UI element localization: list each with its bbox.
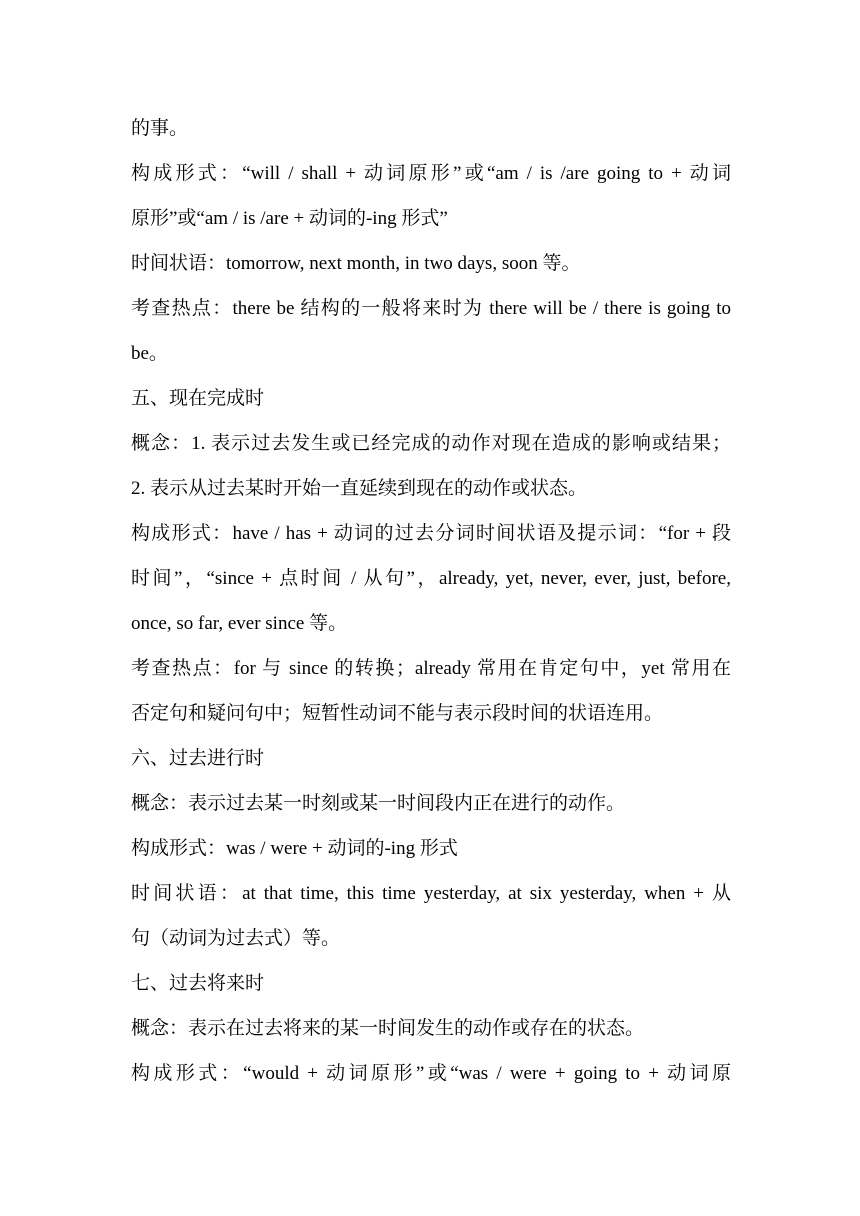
text-line: 否定句和疑问句中；短暂性动词不能与表示段时间的状语连用。 [131,703,664,724]
document-body [131,106,731,1096]
text-line: 时间状语：tomorrow, next month, in two days, soon 等。 [131,253,581,274]
text-line: be。 [131,343,168,364]
text-line: 的事。 [131,118,189,139]
section-heading: 七、过去将来时 [131,973,265,994]
text-line: 构成形式：have / has + 动词的过去分词时间状语及提示词：“for + 段 [131,523,731,544]
text-line: 考查热点：there be 结构的一般将来时为 there will be / there is going to [131,298,731,319]
text-line: 概念：1. 表示过去发生或已经完成的动作对现在造成的影响或结果； [131,433,731,454]
section-heading: 六、过去进行时 [131,748,265,769]
text-line: 考查热点：for 与 since 的转换；already 常用在肯定句中，yet 常用在 [131,658,731,679]
text-line: 概念：表示在过去将来的某一时间发生的动作或存在的状态。 [131,1018,645,1039]
text-line: 构成形式：“would + 动词原形”或“was / were + going to + 动词原 [131,1063,731,1084]
section-heading: 五、现在完成时 [131,388,265,409]
text-line: 时间状语：at that time, this time yesterday, at six yesterday, when + 从 [131,883,731,904]
text-line: 原形”或“am / is /are + 动词的-ing 形式” [131,208,448,229]
text-line: 构成形式：“will / shall + 动词原形”或“am / is /are going to + 动词 [131,163,731,184]
text-line: 2. 表示从过去某时开始一直延续到现在的动作或状态。 [131,478,588,499]
text-line: once, so far, ever since 等。 [131,613,348,634]
text-line: 时间”，“since + 点时间 / 从句”，already, yet, never, ever, just, before, [131,568,731,589]
text-line: 构成形式：was / were + 动词的-ing 形式 [131,838,458,859]
text-line: 句（动词为过去式）等。 [131,928,341,949]
text-line: 概念：表示过去某一时刻或某一时间段内正在进行的动作。 [131,793,626,814]
